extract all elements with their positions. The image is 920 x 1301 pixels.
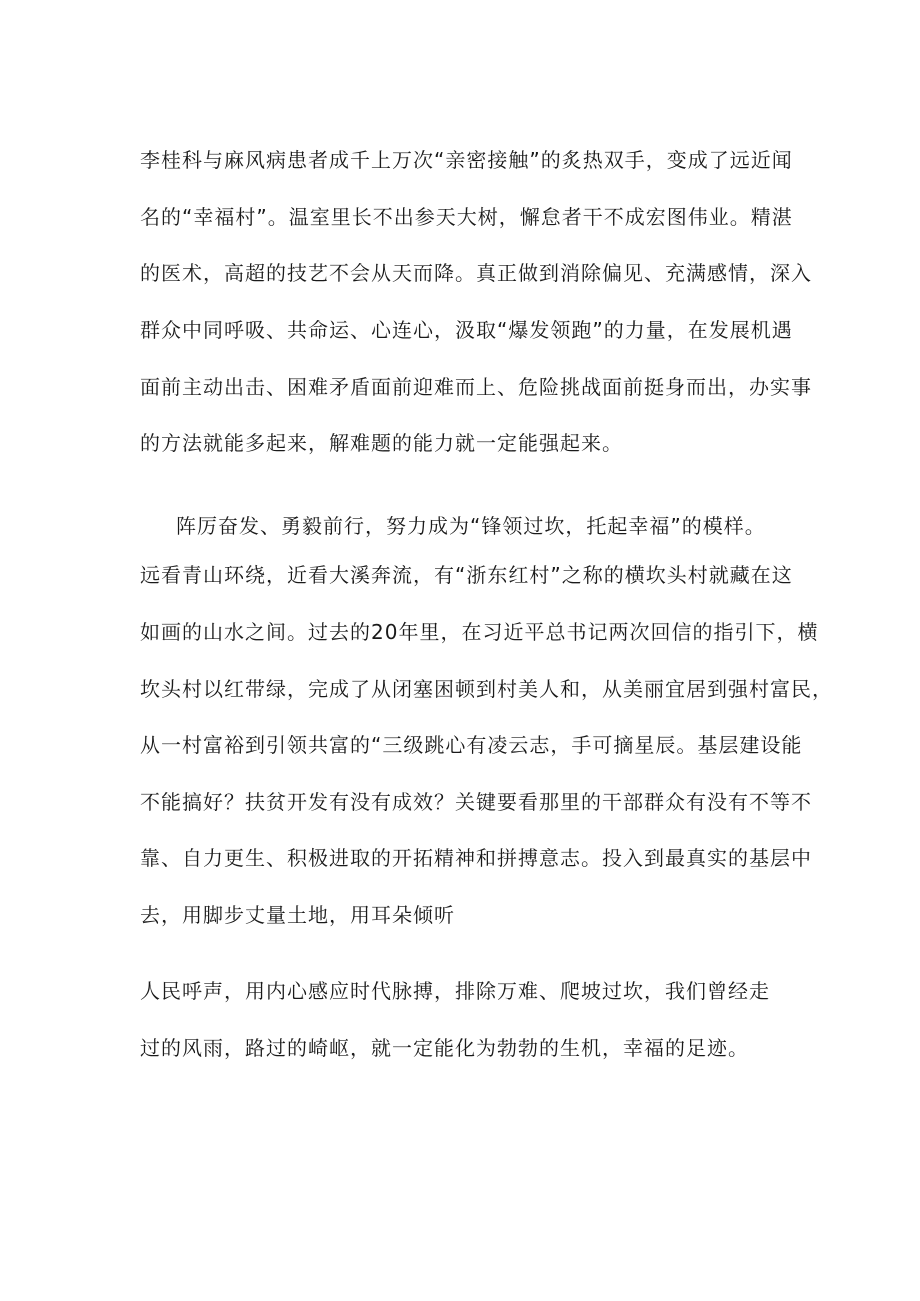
text-line: 远看青山环绕，近看大溪奔流，有“浙东红村”之称的横坎头村就藏在这: [140, 563, 793, 587]
text-line: 名的“幸福村”。温室里长不出参天大树，懈怠者干不成宏图伟业。精湛: [140, 205, 793, 229]
paragraph-heading: 阵厉奋发、勇毅前行，努力成为“锋领过坎，托起幸福”的模样。: [176, 514, 766, 538]
text-line: 李桂科与麻风病患者成千上万次“亲密接触”的炙热双手，变成了远近闻: [140, 148, 793, 172]
text-line: 面前主动出击、困难矛盾面前迎难而上、危险挑战面前挺身而出，办实事: [140, 375, 812, 399]
text-line: 从一村富裕到引领共富的“三级跳心有凌云志，手可摘星辰。基层建设能: [140, 733, 803, 757]
text-line: 的医术，高超的技艺不会从天而降。真正做到消除偏见、充满感情，深入: [140, 261, 812, 285]
text-line: 群众中同呼吸、共命运、心连心，汲取“爆发领跑”的力量，在发展机遇: [140, 318, 793, 342]
text-line: 去，用脚步丈量土地，用耳朵倾听: [140, 903, 455, 927]
text-line: 人民呼声，用内心感应时代脉搏，排除万难、爬坡过坎，我们曾经走: [140, 979, 770, 1003]
text-line: 过的风雨，路过的崎岖，就一定能化为勃勃的生机，幸福的足迹。: [140, 1036, 749, 1060]
text-line: 不能搞好？扶贫开发有没有成效？关键要看那里的干部群众有没有不等不: [140, 790, 812, 814]
text-line: 靠、自力更生、积极进取的开拓精神和拼搏意志。投入到最真实的基层中: [140, 846, 812, 870]
text-line: 坎头村以红带绿，完成了从闭塞困顿到村美人和，从美丽宜居到强村富民，: [140, 677, 833, 701]
text-line: 的方法就能多起来，解难题的能力就一定能强起来。: [140, 431, 623, 455]
text-line: 如画的山水之间。过去的20年里，在习近平总书记两次回信的指引下，横: [140, 620, 819, 644]
